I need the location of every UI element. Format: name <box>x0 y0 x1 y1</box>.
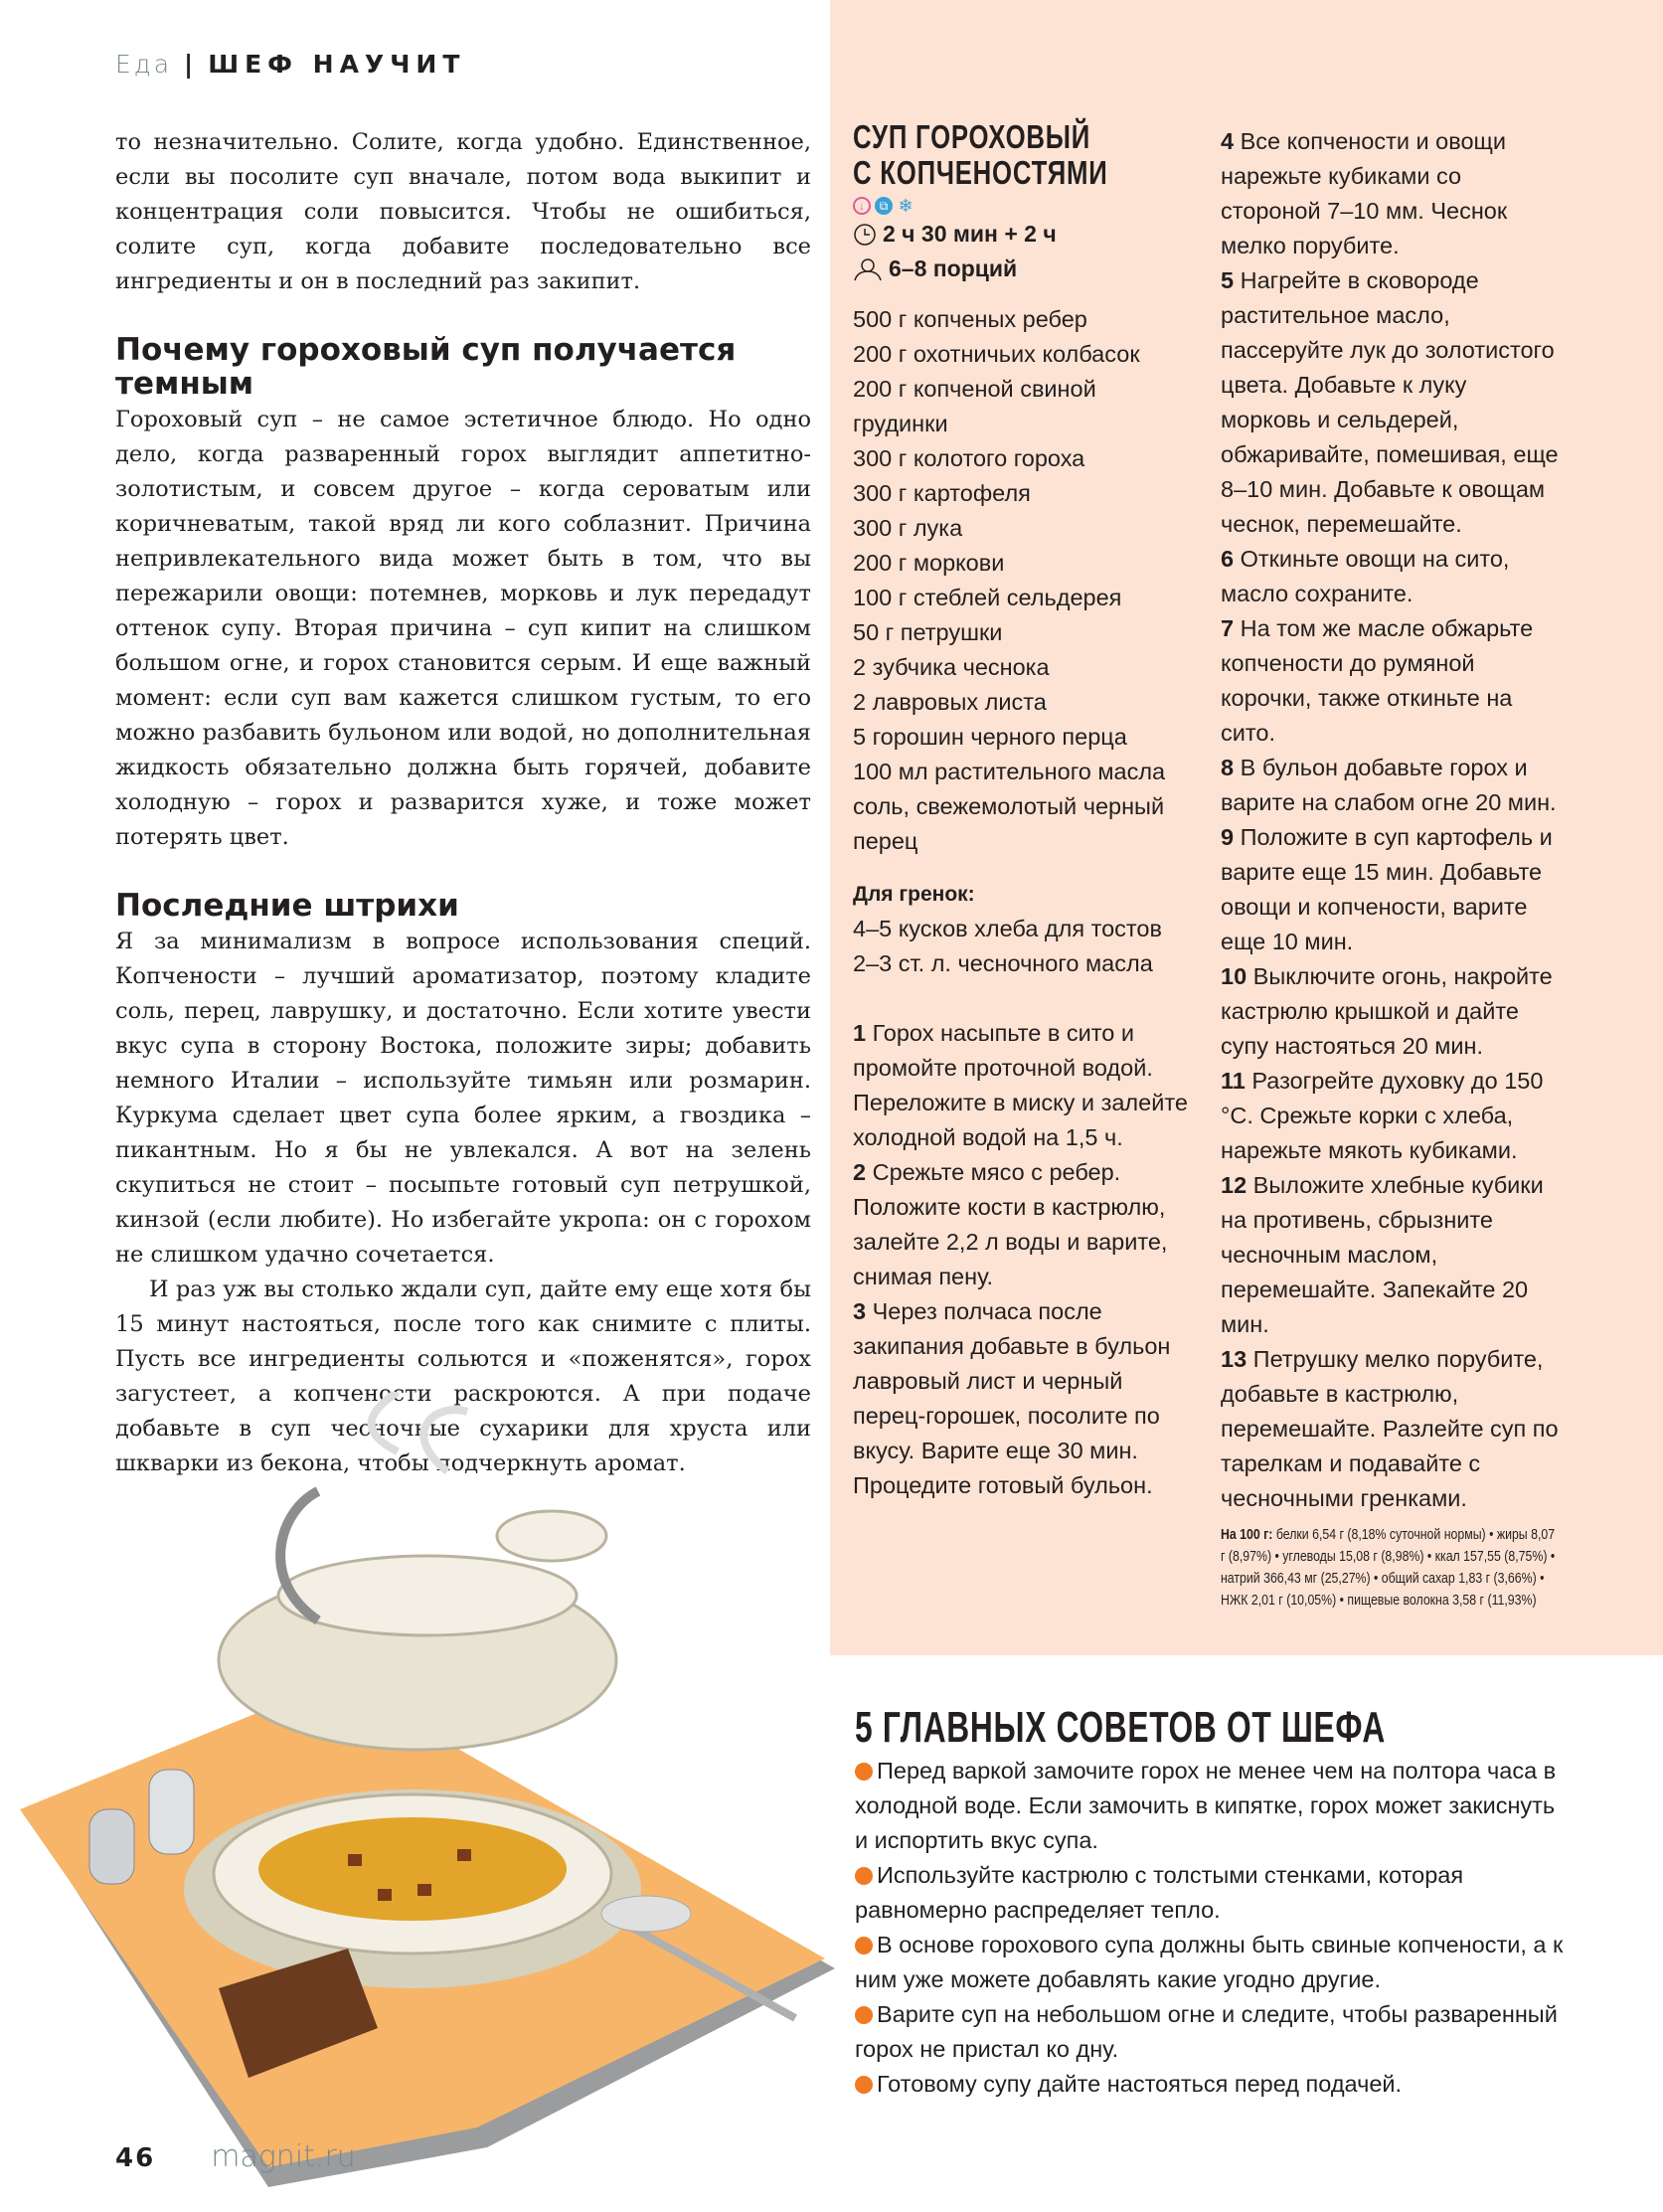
ingredient-item: 100 г стеблей сельдерея <box>853 585 1122 610</box>
rubric-title: ШЕФ НАУЧИТ <box>208 50 466 79</box>
step-number: 10 <box>1221 963 1247 989</box>
tip-item <box>855 2067 1571 2102</box>
tip-text: Готовому супу дайте настояться перед подачей. <box>877 2071 1403 2097</box>
step-item <box>853 1016 1191 1155</box>
crouton-ingredient: 2–3 ст. л. чесночного масла <box>853 950 1153 976</box>
step-number: 4 <box>1221 128 1235 154</box>
nutrition-label: На 100 г: <box>1221 1527 1273 1543</box>
page-footer <box>115 2139 356 2174</box>
tip-text: Перед варкой замочите горох не менее чем на полтора часа в холодной воде. Если замочить в кипятке, горох может закиснуть и испортить вкус супа. <box>855 1758 1557 1853</box>
tip-text: Варите суп на небольшом огне и следите, чтобы разваренный горох не пристал ко дну. <box>855 2001 1558 2062</box>
step-text: Разогрейте духовку до 150 °С. Срежьте корки с хлеба, нарежьте мякоть кубиками. <box>1221 1068 1544 1163</box>
intro-paragraph: то незначительно. Солите, когда удобно. Единственное, если вы посолите суп вначале, потом вода выкипит и концентрация соли повысится. Чтобы не ошибиться, солите суп, когда добавите последовательно все ингредиенты и он в последний раз закипит. <box>115 129 811 294</box>
step-number: 9 <box>1221 824 1235 850</box>
step-text: На том же масле обжарьте копчености до румяной корочки, также откиньте на сито. <box>1221 615 1534 746</box>
ingredients-list <box>853 302 1191 859</box>
step-text: Выложите хлебные кубики на противень, сбрызните чесночным маслом, перемешайте. Запекайте 20 мин. <box>1221 1172 1544 1337</box>
chef-tips <box>855 1702 1571 2102</box>
step-text: Выключите огонь, накройте кастрюлю крышкой и дайте супу настояться 20 мин. <box>1221 963 1553 1059</box>
heading-dark-soup: Почему гороховый суп получается темным <box>115 332 737 402</box>
tureen-lid <box>278 1556 577 1635</box>
paragraph: Я за минимализм в вопросе использования специй. Копчености – лучший ароматизатор, поэтому кладите соль, перец, лаврушку, и достаточно. Если хотите увести вкус супа в сторону Востока, положите зиры; добавить немного Италии – используйте тимьян или розмарин. Куркума сделает цвет супа более ярким, а гвоздика – пикантным. Но я бы не увлекался. А вот на зелень скупиться не стоит – посыпьте готовый суп петрушкой, кинзой (если любите). Но избегайте укропа: он с горохом не слишком удачно сочетается. <box>115 929 811 1268</box>
steps-list-1 <box>853 1016 1191 1503</box>
croutons-label: Для гренок: <box>853 883 975 906</box>
step-item <box>1221 1342 1559 1516</box>
paragraph: И раз уж вы столько ждали суп, дайте ему еще хотя бы 15 минут настояться, после того как снимите с плиты. Пусть все ингредиенты сольются и «поженятся», горох загустеет, а копчености раскроются. А при подаче добавьте в суп чесночные сухарики для хруста или шкварки из бекона, чтобы подчеркнуть аромат. <box>115 1276 811 1476</box>
tips-list <box>855 1754 1571 2102</box>
ingredient-item: 300 г колотого гороха <box>853 445 1085 471</box>
soup-tureen-illustration <box>20 1392 855 2187</box>
step-text: Петрушку мелко порубите, добавьте в кастрюлю, перемешайте. Разлейте суп по тарелкам и подавайте с чесночными гренками. <box>1221 1346 1559 1511</box>
lid-knob <box>497 1511 606 1561</box>
step-number: 13 <box>1221 1346 1247 1372</box>
tips-title: 5 ГЛАВНЫХ СОВЕТОВ ОТ ШЕФА <box>855 1703 1386 1752</box>
ingredient-item: 200 г копченой свиной грудинки <box>853 376 1096 436</box>
person-icon <box>853 257 883 281</box>
bullet-dot-icon <box>855 1763 873 1781</box>
bullet-dot-icon <box>855 2006 873 2024</box>
page-number: 46 <box>115 2143 156 2173</box>
page-header <box>115 50 465 79</box>
bullet-dot-icon <box>855 1867 873 1885</box>
clock-icon <box>853 223 877 247</box>
tip-item <box>855 1997 1571 2067</box>
step-text: В бульон добавьте горох и варите на слабом огне 20 мин. <box>1221 755 1557 815</box>
step-item <box>1221 820 1559 959</box>
ingredient-item: 5 горошин черного перца <box>853 724 1127 750</box>
step-number: 6 <box>1221 546 1235 572</box>
tip-item <box>855 1858 1571 1928</box>
step-text: Откиньте овощи на сито, масло сохраните. <box>1221 546 1510 606</box>
step-item <box>1221 959 1559 1064</box>
ingredient-item: 200 г охотничьих колбасок <box>853 341 1140 367</box>
time-value: 2 ч 30 мин + 2 ч <box>883 221 1057 247</box>
step-item <box>1221 263 1559 542</box>
step-item <box>1221 542 1559 611</box>
step-text: Горох насыпьте в сито и промойте проточной водой. Переложите в миску и залейте холодной водой на 1,5 ч. <box>853 1020 1188 1150</box>
step-number: 5 <box>1221 267 1235 293</box>
step-text: Все копчености и овощи нарежьте кубиками со стороной 7–10 мм. Чеснок мелко порубите. <box>1221 128 1508 258</box>
step-number: 8 <box>1221 755 1235 780</box>
ingredient-item: 300 г картофеля <box>853 480 1031 506</box>
recipe-title-line: СУП ГОРОХОВЫЙ <box>853 118 1091 155</box>
step-text: Через полчаса после закипания добавьте в бульон лавровый лист и черный перец-горошек, посолите по вкусу. Варите еще 30 мин. Процедите готовый бульон. <box>853 1298 1171 1498</box>
step-item <box>1221 1064 1559 1168</box>
recipe-title-line: С КОПЧЕНОСТЯМИ <box>853 154 1108 191</box>
crouton-ingredient: 4–5 кусков хлеба для тостов <box>853 916 1162 941</box>
spoon-bowl <box>601 1896 691 1932</box>
header-separator: | <box>184 50 197 79</box>
bullet-dot-icon <box>855 1937 873 1955</box>
step-number: 11 <box>1221 1068 1246 1094</box>
step-item <box>853 1294 1191 1503</box>
recipe-column-2 <box>1221 124 1559 1612</box>
steps-list-2 <box>1221 124 1559 1516</box>
article-body <box>115 125 811 1481</box>
servings <box>853 252 1191 286</box>
step-text: Нагрейте в сковороде растительное масло, пассеруйте лук до золотистого цвета. Добавьте к луку морковь и сельдерей, обжаривайте, помешивая, еще 8–10 мин. Добавьте к овощам чеснок, перемешайте. <box>1221 267 1559 537</box>
croutons-list <box>853 912 1191 981</box>
step-item <box>1221 611 1559 751</box>
blue-circle-icon: ⧉ <box>875 197 893 215</box>
step-number: 1 <box>853 1020 867 1046</box>
ingredient-item: 100 мл растительного масла <box>853 759 1166 784</box>
ingredient-item: 2 зубчика чеснока <box>853 654 1050 680</box>
pepper-shaker <box>149 1770 194 1854</box>
ingredient-item: 200 г моркови <box>853 550 1005 576</box>
step-text: Срежьте мясо с ребер. Положите кости в кастрюлю, залейте 2,2 л воды и варите, снимая пену. <box>853 1159 1168 1289</box>
heading-final-touches: Последние штрихи <box>115 888 459 924</box>
step-item <box>1221 751 1559 820</box>
salt-shaker <box>89 1809 134 1884</box>
recipe-tags <box>853 197 1191 215</box>
recipe-column-1 <box>853 119 1191 1503</box>
ingredient-item: 50 г петрушки <box>853 619 1003 645</box>
soup <box>258 1817 567 1921</box>
step-number: 2 <box>853 1159 867 1185</box>
ingredient-item: 2 лавровых листа <box>853 689 1047 715</box>
tip-text: В основе горохового супа должны быть свиные копчености, а к ним уже можете добавлять какие угодно другие. <box>855 1932 1564 1992</box>
step-number: 12 <box>1221 1172 1247 1198</box>
recipe-title <box>853 119 1179 191</box>
ingredient-item: 500 г копченых ребер <box>853 306 1087 332</box>
paragraph: Гороховый суп – не самое эстетичное блюдо. Но одно дело, когда разваренный горох выглядит аппетитно-золотистым, и совсем другое – когда сероватым или коричневатым, такой вряд ли кого соблазнит. Причина непривлекательного вида может быть в том, что вы пережарили овощи: потемнев, морковь и лук передадут оттенок супу. Вторая причина – суп кипит на слишком большом огне, и горох становится серым. И еще важный момент: если суп вам кажется слишком густым, то его можно разбавить бульоном или водой, но дополнительная жидкость обязательно должна быть горячей, добавите холодную – горох и разварится хуже, и тоже может потерять цвет. <box>115 407 811 850</box>
cooking-time <box>853 217 1191 252</box>
step-item <box>1221 124 1559 263</box>
nutrition-values: белки 6,54 г (8,18% суточной нормы) • жиры 8,07 г (8,97%) • углеводы 15,08 г (8,98%) • ккал 157,55 (8,75%) • натрий 366,43 мг (25,27%) • общий сахар 1,83 г (3,66%) • НЖК 2,01 г (10,05%) • пищевые волокна 3,58 г (11,93%) <box>1221 1527 1556 1609</box>
ingredient-item: 300 г лука <box>853 515 963 541</box>
section-name: Еда <box>115 50 173 79</box>
pink-circle-arrow-icon: ↓ <box>853 197 871 215</box>
tip-item <box>855 1754 1571 1858</box>
step-number: 3 <box>853 1298 867 1324</box>
step-number: 7 <box>1221 615 1235 641</box>
step-item <box>853 1155 1191 1294</box>
tip-item <box>855 1928 1571 1997</box>
step-item <box>1221 1168 1559 1342</box>
bullet-dot-icon <box>855 2076 873 2094</box>
site-link[interactable]: magnit.ru <box>211 2139 356 2174</box>
ingredient-item: соль, свежемолотый черный перец <box>853 793 1165 854</box>
steam <box>372 1392 467 1471</box>
tip-text: Используйте кастрюлю с толстыми стенками, которая равномерно распределяет тепло. <box>855 1862 1464 1923</box>
step-text: Положите в суп картофель и варите еще 15 мин. Добавьте овощи и копчености, варите еще 10 мин. <box>1221 824 1553 954</box>
snowflake-icon: ❄ <box>898 195 914 216</box>
nutrition-info <box>1221 1524 1559 1612</box>
servings-value: 6–8 порций <box>889 255 1018 281</box>
